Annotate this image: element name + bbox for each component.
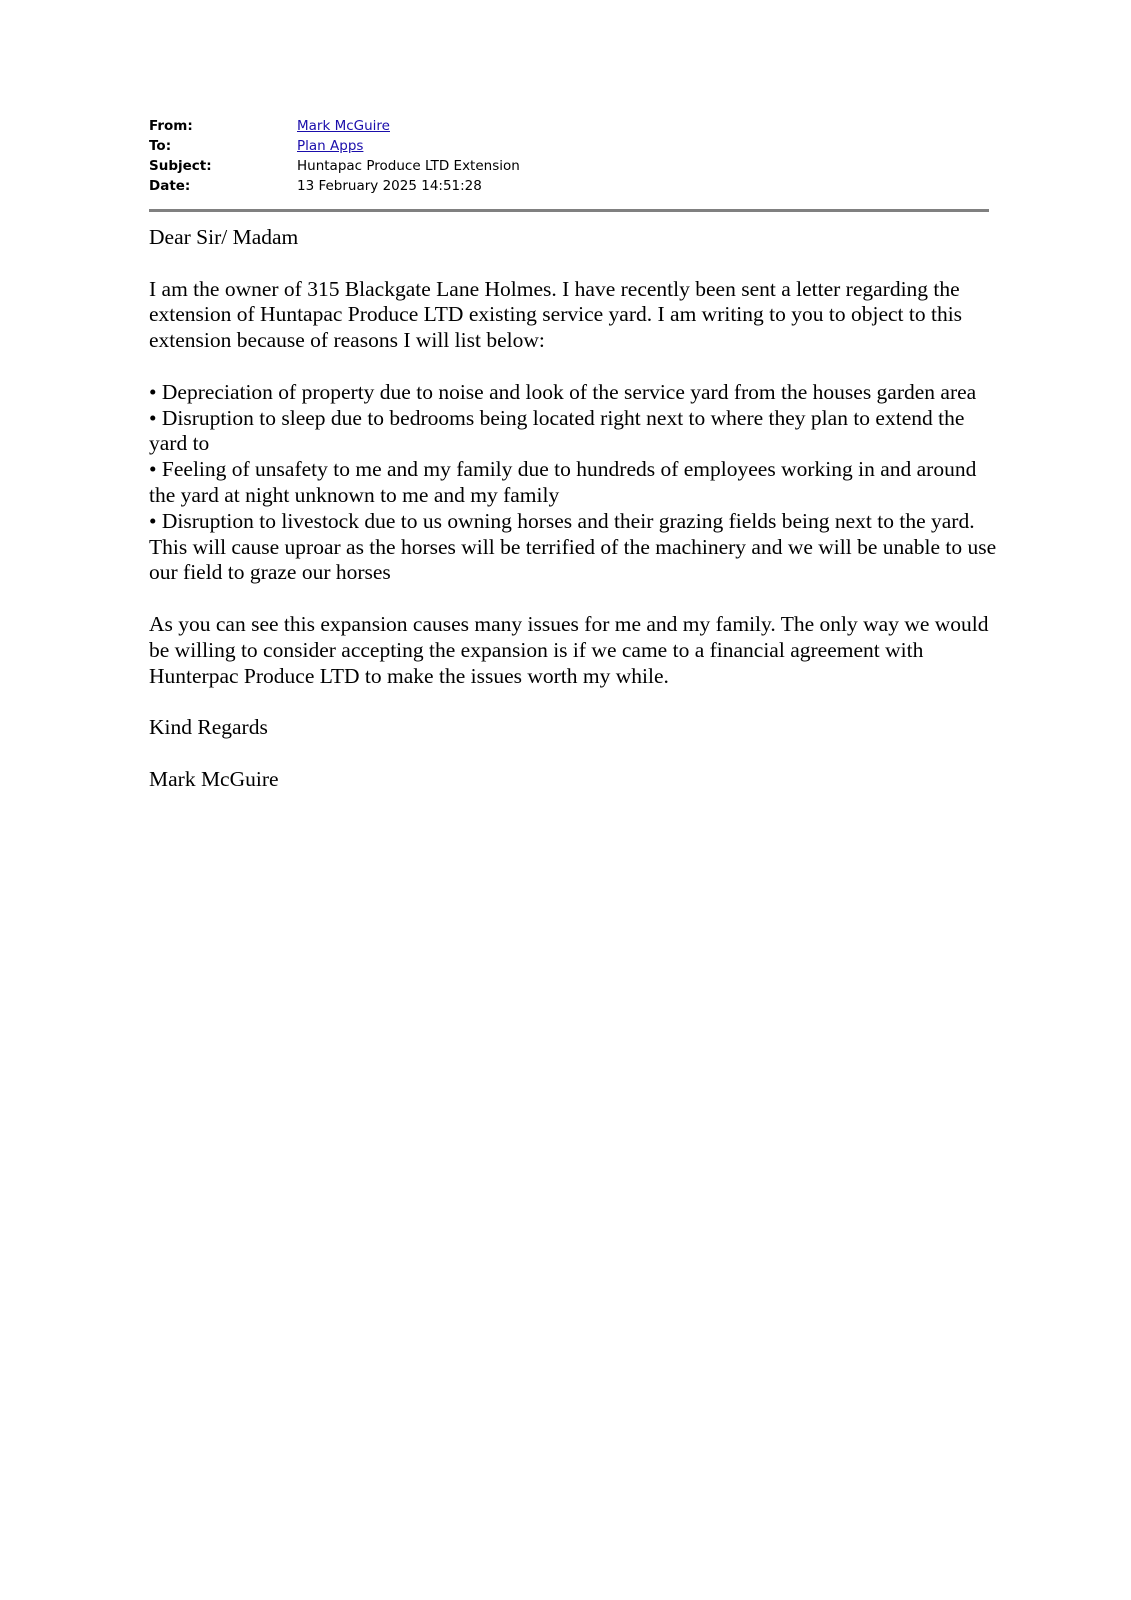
to-link[interactable]: Plan Apps — [297, 138, 364, 154]
from-label: From: — [149, 118, 193, 134]
to-row — [149, 136, 989, 156]
from-link[interactable]: Mark McGuire — [297, 118, 390, 134]
closing-paragraph: As you can see this expansion causes many issues for me and my family. The only way we would be willing to consider accepting the expansion is if we came to a financial agreement with Hunterpac Produce LTD to make the issues worth my while. — [149, 611, 989, 688]
date-label: Date: — [149, 178, 191, 194]
objection-list — [149, 380, 999, 586]
date-value: 13 February 2025 14:51:28 — [297, 178, 482, 194]
intro-paragraph: I am the owner of 315 Blackgate Lane Holmes. I have recently been sent a letter regarding the extension of Huntapac Produce LTD existing service yard. I am writing to you to object to this extension because of reasons I will list below: — [149, 276, 963, 353]
to-value — [297, 136, 989, 156]
subject-row — [149, 156, 989, 176]
subject-value: Huntapac Produce LTD Extension — [297, 158, 520, 174]
signature: Mark McGuire — [149, 766, 279, 791]
subject-label: Subject: — [149, 158, 212, 174]
email-header — [149, 116, 989, 196]
from-value — [297, 116, 989, 136]
sign-off: Kind Regards — [149, 715, 268, 740]
list-item: • Disruption to livestock due to us owning horses and their grazing fields being next to the yard. This will cause uproar as the horses will be terrified of the machinery and we will be unable to use our field to graze our horses — [149, 508, 997, 585]
date-row — [149, 176, 989, 196]
header-divider — [149, 209, 989, 212]
list-item: • Depreciation of property due to noise and look of the service yard from the houses garden area — [149, 379, 977, 404]
email-body — [149, 225, 999, 818]
greeting: Dear Sir/ Madam — [149, 225, 299, 249]
to-label: To: — [149, 138, 172, 154]
list-item: • Disruption to sleep due to bedrooms being located right next to where they plan to extend the yard to — [149, 405, 965, 456]
list-item: • Feeling of unsafety to me and my family due to hundreds of employees working in and around the yard at night unknown to me and my family — [149, 457, 977, 507]
from-row — [149, 116, 989, 136]
